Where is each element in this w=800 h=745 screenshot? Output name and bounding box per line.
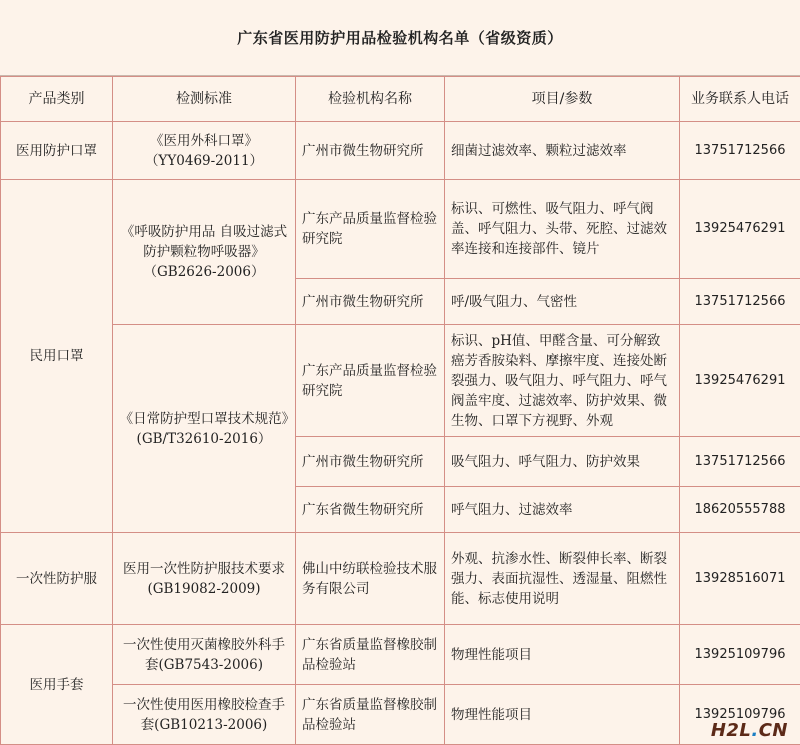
institution-cell: 广东产品质量监督检验研究院: [296, 325, 445, 437]
table-header-row: [1, 77, 800, 122]
institution-table: [0, 76, 800, 745]
institution-cell: 广东省质量监督橡胶制品检验站: [296, 625, 445, 685]
category-cell: 医用防护口罩: [1, 122, 113, 180]
table-row: [1, 180, 800, 279]
items-cell: 物理性能项目: [445, 625, 680, 685]
standard-cell: 一次性使用医用橡胶检查手套(GB10213-2006): [113, 685, 296, 745]
institution-cell: 广州市微生物研究所: [296, 122, 445, 180]
phone-cell: 13751712566: [680, 122, 800, 180]
phone-cell: 13928516071: [680, 533, 800, 625]
watermark-tail: CN: [758, 720, 788, 741]
items-cell: 标识、pH值、甲醛含量、可分解致癌芳香胺染料、摩擦牢度、连接处断裂强力、吸气阻力、呼气阻力、呼气阀盖牢度、过滤效率、防护效果、微生物、口罩下方视野、外观: [445, 325, 680, 437]
institution-cell: 广州市微生物研究所: [296, 437, 445, 487]
watermark-dot: .: [751, 720, 759, 741]
phone-cell: 18620555788: [680, 487, 800, 533]
items-cell: 物理性能项目: [445, 685, 680, 745]
header-standard: 检测标准: [113, 77, 296, 122]
category-cell: 一次性防护服: [1, 533, 113, 625]
table-row: [1, 325, 800, 437]
header-institution: 检验机构名称: [296, 77, 445, 122]
header-items: 项目/参数: [445, 77, 680, 122]
items-cell: 呼气阻力、过滤效率: [445, 487, 680, 533]
phone-cell: 13925109796: [680, 625, 800, 685]
standard-cell: 一次性使用灭菌橡胶外科手套(GB7543-2006): [113, 625, 296, 685]
site-watermark: [711, 720, 788, 741]
phone-cell: 13751712566: [680, 279, 800, 325]
institution-cell: 广州市微生物研究所: [296, 279, 445, 325]
category-cell: 医用手套: [1, 625, 113, 745]
header-phone: 业务联系人电话: [680, 77, 800, 122]
institution-cell: 佛山中纺联检验技术服务有限公司: [296, 533, 445, 625]
table-row: [1, 533, 800, 625]
standard-cell: 《日常防护型口罩技术规范》(GB/T32610-2016）: [113, 325, 296, 533]
phone-cell: 13925476291: [680, 180, 800, 279]
header-category: 产品类别: [1, 77, 113, 122]
institution-cell: 广东产品质量监督检验研究院: [296, 180, 445, 279]
items-cell: 呼/吸气阻力、气密性: [445, 279, 680, 325]
standard-cell: 《呼吸防护用品 自吸过滤式防护颗粒物呼吸器》（GB2626-2006）: [113, 180, 296, 325]
institution-cell: 广东省质量监督橡胶制品检验站: [296, 685, 445, 745]
page-title: 广东省医用防护用品检验机构名单（省级资质）: [0, 0, 800, 76]
table-row: [1, 122, 800, 180]
standard-cell: 《医用外科口罩》（YY0469-2011）: [113, 122, 296, 180]
institution-cell: 广东省微生物研究所: [296, 487, 445, 533]
phone-cell: 13751712566: [680, 437, 800, 487]
items-cell: 细菌过滤效率、颗粒过滤效率: [445, 122, 680, 180]
standard-cell: 医用一次性防护服技术要求(GB19082-2009): [113, 533, 296, 625]
items-cell: 外观、抗渗水性、断裂伸长率、断裂强力、表面抗湿性、透湿量、阻燃性能、标志使用说明: [445, 533, 680, 625]
category-cell: 民用口罩: [1, 180, 113, 533]
table-row: [1, 625, 800, 685]
items-cell: 标识、可燃性、吸气阻力、呼气阀盖、呼气阻力、头带、死腔、过滤效率连接和连接部件、镜片: [445, 180, 680, 279]
items-cell: 吸气阻力、呼气阻力、防护效果: [445, 437, 680, 487]
table-row: [1, 685, 800, 745]
phone-cell: 13925109796: [680, 685, 800, 745]
watermark-main: H2L: [710, 720, 752, 741]
phone-cell: 13925476291: [680, 325, 800, 437]
